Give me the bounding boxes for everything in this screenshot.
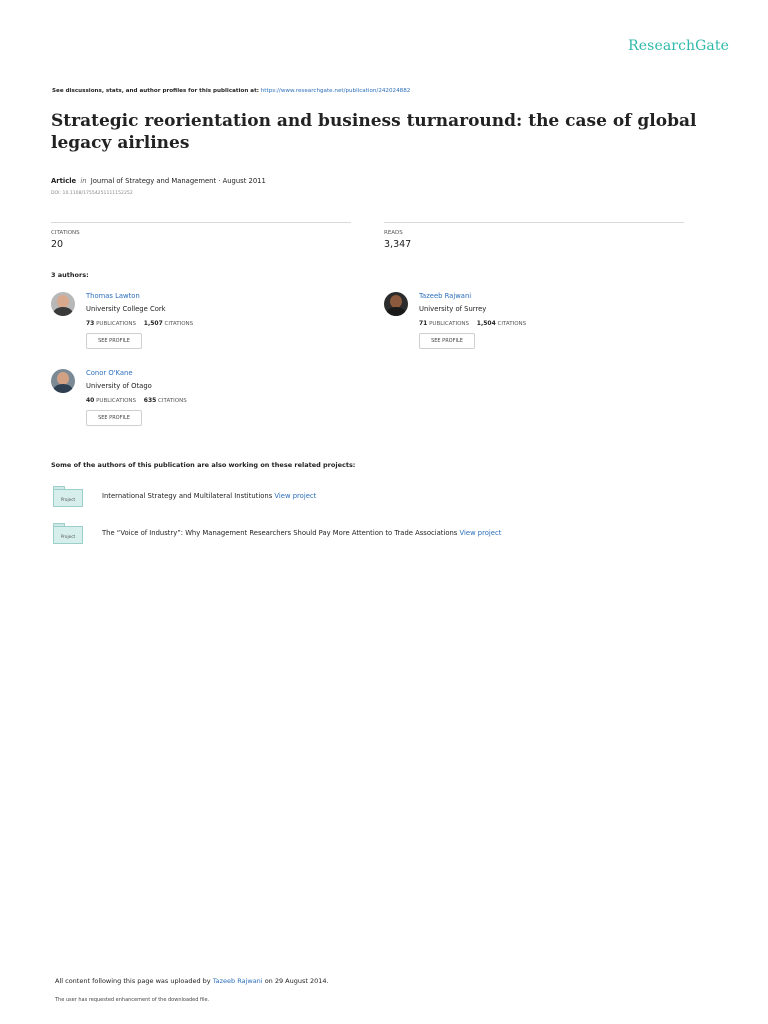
project-folder-icon — [53, 486, 83, 508]
discussion-prefix: See discussions, stats, and author profiles for this publication at: — [52, 88, 259, 94]
citations-label: CITATIONS — [497, 321, 527, 327]
project-title: The “Voice of Industry”: Why Management Researchers Should Pay More Attention to Trade Associations — [102, 529, 458, 537]
view-project-link[interactable]: View project — [274, 492, 317, 500]
journal-info: Journal of Strategy and Management · August 2011 — [90, 177, 266, 185]
reads-count: 3,347 — [384, 239, 412, 250]
authors-heading: 3 authors: — [51, 271, 89, 279]
researchgate-logo[interactable]: ResearchGate — [628, 38, 729, 54]
project-folder-icon — [53, 523, 83, 545]
author-card — [384, 292, 684, 362]
author-institution: University of Otago — [86, 382, 152, 390]
enhancement-note: The user has requested enhancement of the downloaded file. — [55, 997, 210, 1003]
project-text — [102, 492, 316, 500]
doi: DOI: 10.1108/17554251111152252 — [51, 191, 133, 196]
upload-date: on 29 August 2014. — [264, 977, 329, 985]
publications-label: PUBLICATIONS — [96, 321, 137, 327]
author-card — [51, 369, 351, 439]
citations-label: CITATIONS — [51, 230, 80, 236]
avatar[interactable] — [51, 369, 75, 393]
divider-right — [384, 222, 684, 223]
author-stats — [419, 320, 526, 327]
citations-count: 635 — [143, 397, 157, 404]
paper-title: Strategic reorientation and business turnaround: the case of global legacy airlines — [51, 111, 697, 153]
citations-count: 1,504 — [476, 320, 496, 327]
citations-label: CITATIONS — [164, 321, 194, 327]
project-icon-label: Project — [60, 497, 76, 502]
publications-count: 71 — [419, 320, 428, 327]
related-projects-heading: Some of the authors of this publication are also working on these related projects: — [51, 461, 356, 469]
author-stats — [86, 397, 187, 404]
discussion-line — [52, 88, 410, 94]
uploader-link[interactable]: Tazeeb Rajwani — [212, 977, 263, 985]
see-profile-button[interactable]: SEE PROFILE — [86, 333, 142, 349]
citations-label: CITATIONS — [158, 398, 187, 404]
project-item — [53, 486, 703, 510]
project-item — [53, 523, 703, 547]
see-profile-button[interactable]: SEE PROFILE — [86, 410, 142, 426]
upload-info — [55, 977, 329, 985]
avatar[interactable] — [384, 292, 408, 316]
project-text — [102, 529, 501, 537]
upload-prefix: All content following this page was uploaded by — [55, 977, 211, 985]
author-institution: University of Surrey — [419, 305, 487, 313]
publication-url-link[interactable]: https://www.researchgate.net/publication/242024882 — [260, 88, 411, 94]
paper-meta — [51, 177, 266, 185]
publications-count: 73 — [86, 320, 95, 327]
project-title: International Strategy and Multilateral Institutions — [102, 492, 273, 500]
avatar[interactable] — [51, 292, 75, 316]
publications-count: 40 — [86, 397, 95, 404]
author-name[interactable]: Tazeeb Rajwani — [419, 292, 472, 300]
author-name[interactable]: Conor O'Kane — [86, 369, 133, 377]
publications-label: PUBLICATIONS — [429, 321, 470, 327]
view-project-link[interactable]: View project — [459, 529, 502, 537]
see-profile-button[interactable]: SEE PROFILE — [419, 333, 475, 349]
citations-count: 1,507 — [143, 320, 163, 327]
divider-left — [51, 222, 351, 223]
in-label: in — [80, 177, 87, 185]
author-card — [51, 292, 351, 362]
author-name[interactable]: Thomas Lawton — [86, 292, 140, 300]
project-icon-label: Project — [60, 534, 76, 539]
author-institution: University College Cork — [86, 305, 166, 313]
publications-label: PUBLICATIONS — [96, 398, 137, 404]
citations-count: 20 — [51, 239, 64, 250]
author-stats — [86, 320, 193, 327]
article-type: Article — [51, 177, 77, 185]
reads-label: READS — [384, 230, 403, 236]
